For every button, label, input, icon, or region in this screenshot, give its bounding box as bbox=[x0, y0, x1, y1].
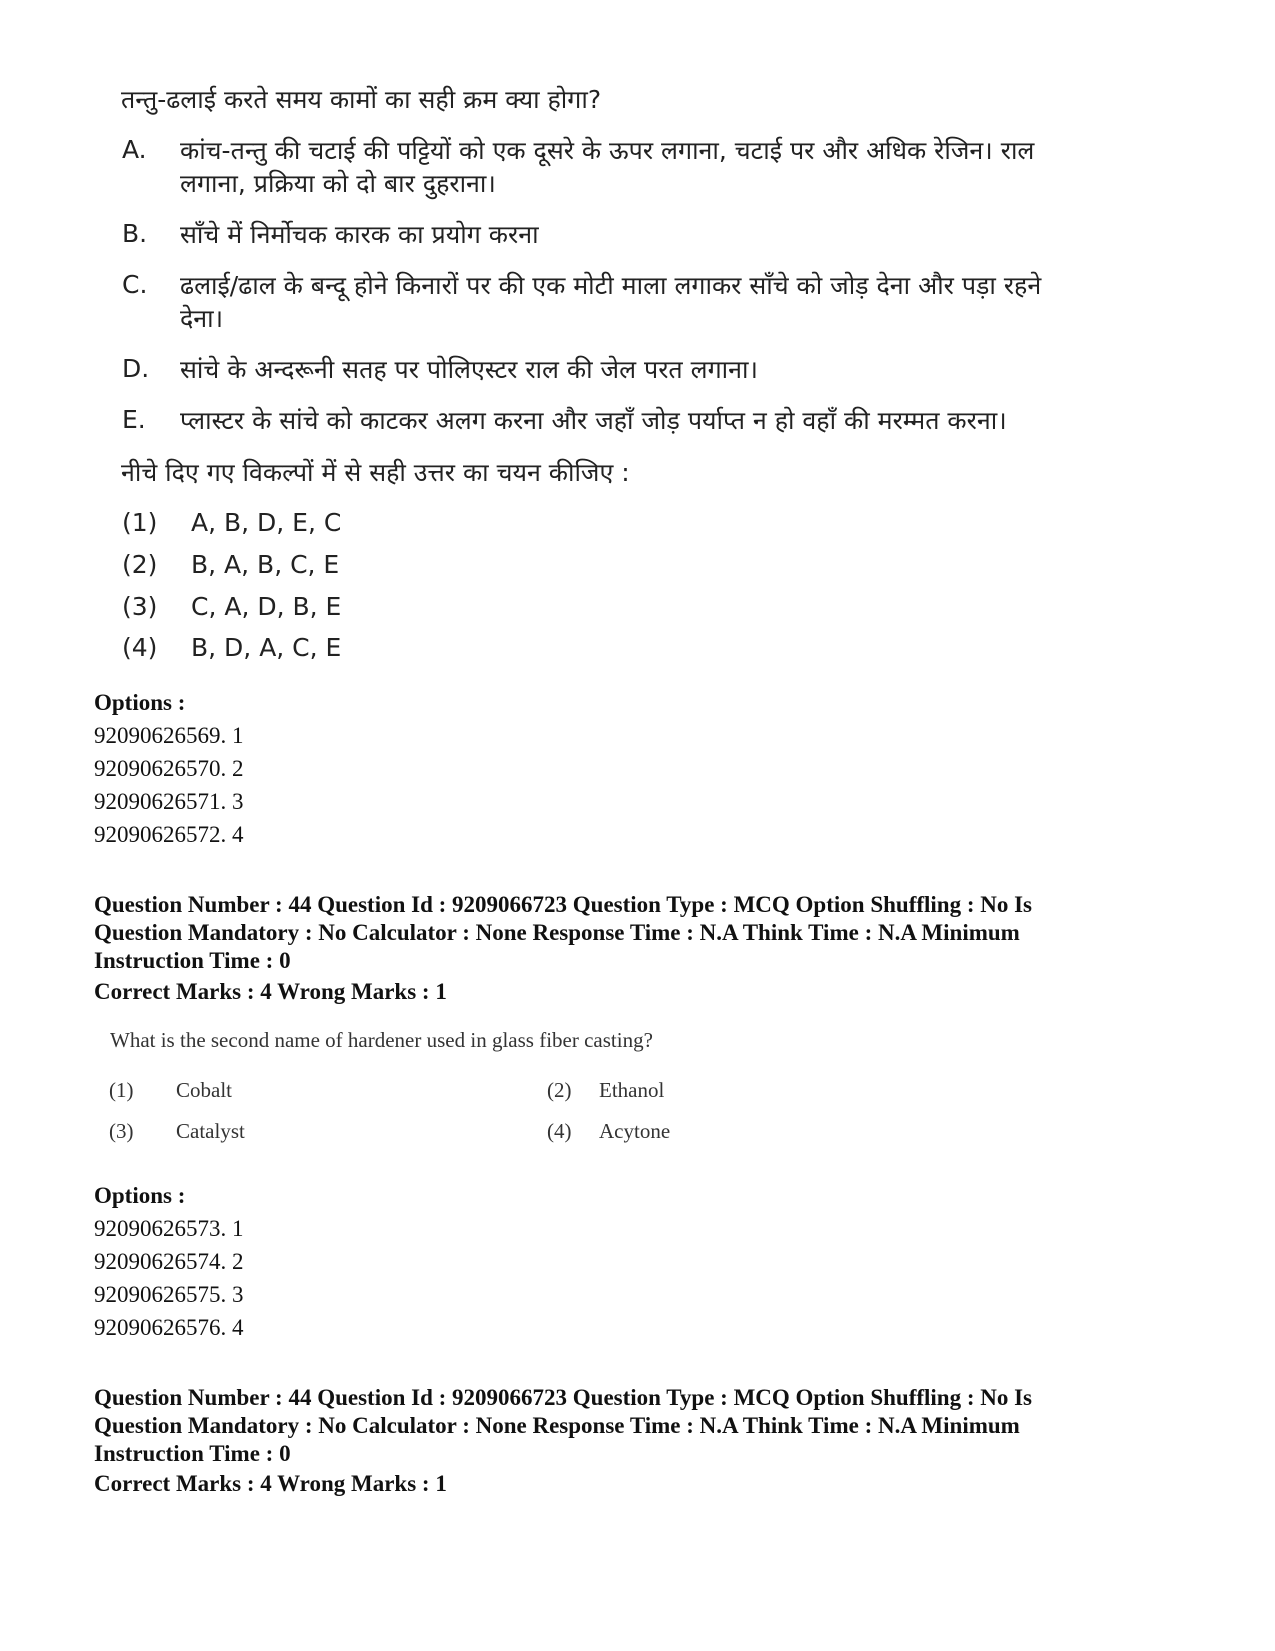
meta-line: Instruction Time : 0 bbox=[94, 1441, 291, 1466]
option-id: 92090626576. 4 bbox=[94, 1315, 244, 1340]
statement-text: कांच-तन्तु की चटाई की पट्टियों को एक दूसरे के ऊपर लगाना, चटाई पर और अधिक रेजिन। राल bbox=[180, 136, 1035, 165]
choice-number: (2) bbox=[122, 550, 158, 579]
choice-number: (3) bbox=[109, 1119, 134, 1143]
option-id: 92090626574. 2 bbox=[94, 1249, 244, 1274]
choice-text: C, A, D, B, E bbox=[191, 592, 342, 621]
q43-options bbox=[94, 686, 244, 851]
meta-line: Question Number : 44 Question Id : 9209066723 Question Type : MCQ Option Shuffling : No Is bbox=[94, 1385, 1033, 1410]
statement-text: ढलाई/ढाल के बन्दू होने किनारों पर की एक मोटी माला लगाकर साँचे को जोड़ देना और पड़ा रहने bbox=[180, 271, 1042, 300]
meta-line: Question Number : 44 Question Id : 9209066723 Question Type : MCQ Option Shuffling : No Is bbox=[94, 892, 1033, 917]
statement-label: D. bbox=[122, 354, 150, 383]
choice-number: (3) bbox=[122, 592, 158, 621]
q44-question: What is the second name of hardener used in glass fiber casting? bbox=[110, 1028, 653, 1052]
statement-text: लगाना, प्रक्रिया को दो बार दुहराना। bbox=[180, 169, 496, 198]
statement-text: सांचे के अन्दरूनी सतह पर पोलिएस्टर राल की जेल परत लगाना। bbox=[180, 355, 758, 384]
statement-label: E. bbox=[122, 405, 146, 434]
q43-instruction: नीचे दिए गए विकल्पों में से सही उत्तर का चयन कीजिए : bbox=[121, 458, 630, 487]
choice-text: Ethanol bbox=[599, 1078, 665, 1102]
choice-text: Cobalt bbox=[176, 1078, 232, 1102]
statement-text: साँचे में निर्मोचक कारक का प्रयोग करना bbox=[180, 220, 539, 249]
option-id: 92090626575. 3 bbox=[94, 1282, 244, 1307]
q43-question: तन्तु-ढलाई करते समय कामों का सही क्रम क्या होगा? bbox=[121, 85, 602, 114]
option-id: 92090626569. 1 bbox=[94, 723, 244, 748]
choice-text: Catalyst bbox=[176, 1119, 245, 1143]
option-id: 92090626572. 4 bbox=[94, 822, 244, 847]
option-id: 92090626570. 2 bbox=[94, 756, 244, 781]
q44-marks: Correct Marks : 4 Wrong Marks : 1 bbox=[94, 979, 447, 1004]
q44-meta bbox=[94, 891, 1204, 975]
choice-text: B, D, A, C, E bbox=[191, 633, 342, 662]
choice-number: (2) bbox=[547, 1078, 572, 1102]
choice-text: Acytone bbox=[599, 1119, 671, 1143]
meta-line: Question Mandatory : No Calculator : None Response Time : N.A Think Time : N.A Minimum bbox=[94, 920, 1020, 945]
choice-number: (4) bbox=[122, 633, 158, 662]
q44b-marks: Correct Marks : 4 Wrong Marks : 1 bbox=[94, 1471, 447, 1496]
options-heading: Options : bbox=[94, 690, 186, 715]
choice-text: B, A, B, C, E bbox=[191, 550, 340, 579]
q44b-meta bbox=[94, 1384, 1204, 1468]
option-id: 92090626573. 1 bbox=[94, 1216, 244, 1241]
statement-label: A. bbox=[122, 135, 147, 164]
meta-line: Instruction Time : 0 bbox=[94, 948, 291, 973]
choice-number: (4) bbox=[547, 1119, 572, 1143]
choice-text: A, B, D, E, C bbox=[191, 508, 342, 537]
statement-label: B. bbox=[122, 219, 148, 248]
choice-number: (1) bbox=[109, 1078, 134, 1102]
statement-label: C. bbox=[122, 270, 148, 299]
q44-options bbox=[94, 1179, 244, 1344]
options-heading: Options : bbox=[94, 1183, 186, 1208]
statement-text: प्लास्टर के सांचे को काटकर अलग करना और जहाँ जोड़ पर्याप्त न हो वहाँ की मरम्मत करना। bbox=[180, 406, 1007, 435]
option-id: 92090626571. 3 bbox=[94, 789, 244, 814]
meta-line: Question Mandatory : No Calculator : None Response Time : N.A Think Time : N.A Minimum bbox=[94, 1413, 1020, 1438]
choice-number: (1) bbox=[122, 508, 158, 537]
statement-text: देना। bbox=[180, 304, 224, 333]
